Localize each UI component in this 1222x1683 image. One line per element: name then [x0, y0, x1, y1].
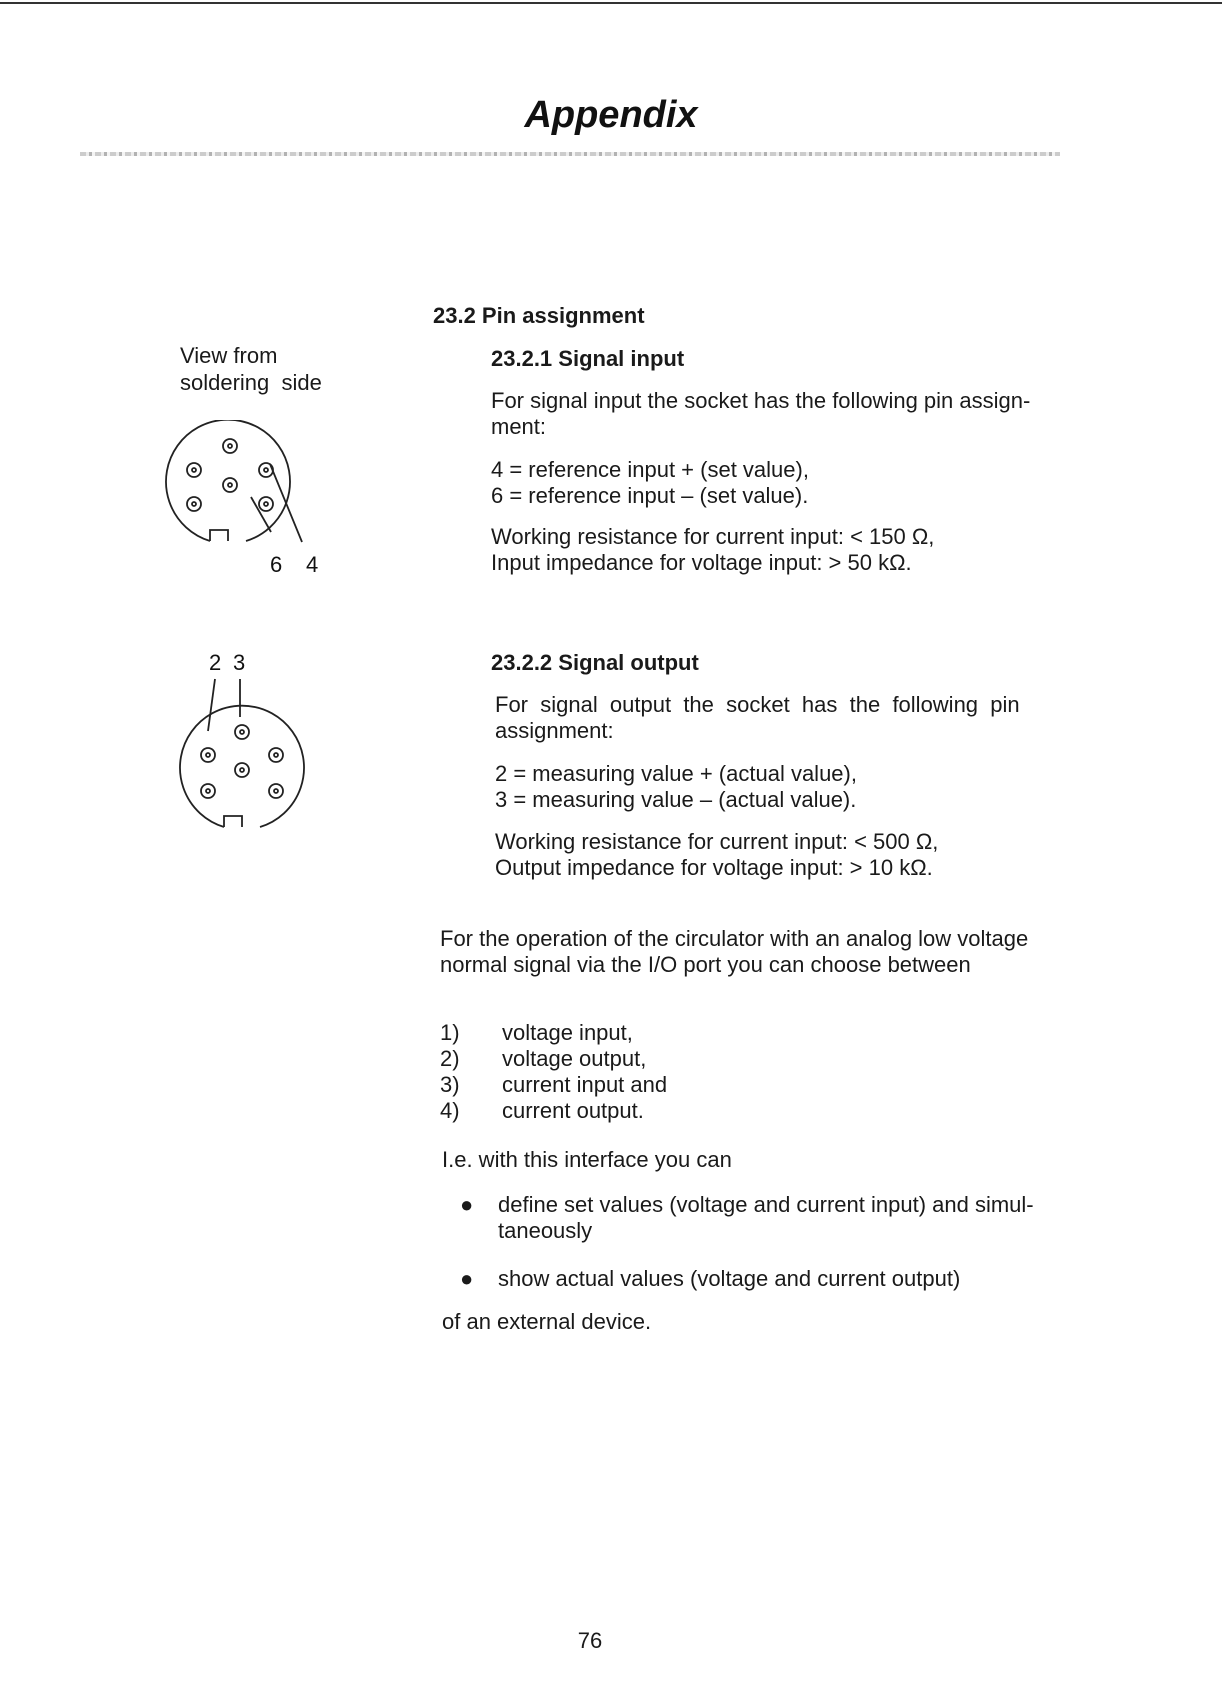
- top-rule: [0, 2, 1222, 4]
- pin-label-3: 3: [233, 650, 246, 675]
- signal-input-intro-line2: ment:: [491, 414, 547, 439]
- pin-3-assignment: 3 = measuring value – (actual value).: [495, 787, 857, 812]
- view-label-line2: soldering side: [180, 370, 322, 395]
- header-rule: [80, 152, 1060, 156]
- signal-output-intro-line1: For signal output the socket has the following pin: [495, 692, 1020, 717]
- bullet-item-1: ● define set values (voltage and current input) and simul- taneously: [460, 1192, 1034, 1243]
- list-item: 1) voltage input,: [440, 1020, 633, 1045]
- socket-pins: [187, 439, 273, 511]
- pin-label-6: 6: [270, 552, 283, 577]
- section-heading: 23.2 Pin assignment: [433, 303, 645, 328]
- pin-label-2: 2: [209, 650, 222, 675]
- signal-output-heading: 23.2.2 Signal output: [491, 650, 699, 675]
- view-label-line1: View from: [180, 343, 278, 368]
- pin-label-4: 4: [306, 552, 319, 577]
- output-socket-diagram: [160, 645, 340, 845]
- signal-input-heading: 23.2.1 Signal input: [491, 346, 685, 371]
- list-item: 4) current output.: [440, 1098, 644, 1123]
- interface-intro: I.e. with this interface you can: [442, 1147, 732, 1172]
- signal-input-intro-line1: For signal input the socket has the following pin assign-: [491, 388, 1031, 413]
- page-number: 76: [577, 1628, 603, 1653]
- options-list: [440, 1020, 840, 1124]
- operation-text-line1: For the operation of the circulator with an analog low voltage: [440, 926, 1029, 951]
- signal-output-intro-line2: assignment:: [495, 718, 614, 743]
- pin-4-assignment: 4 = reference input + (set value),: [491, 457, 809, 482]
- socket-pins: [201, 725, 283, 798]
- bullet-item-2: ● show actual values (voltage and current output): [460, 1266, 961, 1291]
- output-impedance: Output impedance for voltage input: > 10 kΩ.: [495, 855, 933, 880]
- bullet-icon: ●: [460, 1266, 474, 1291]
- pin-6-assignment: 6 = reference input – (set value).: [491, 483, 809, 508]
- input-working-resistance: Working resistance for current input: < 150 Ω,: [491, 524, 935, 549]
- list-item: 3) current input and: [440, 1072, 668, 1097]
- input-impedance: Input impedance for voltage input: > 50 kΩ.: [491, 550, 912, 575]
- list-item: 2) voltage output,: [440, 1046, 647, 1071]
- page-title: Appendix: [524, 94, 698, 136]
- pin-2-assignment: 2 = measuring value + (actual value),: [495, 761, 857, 786]
- pin-2-lead: [208, 679, 215, 731]
- output-working-resistance: Working resistance for current input: < 500 Ω,: [495, 829, 939, 854]
- pin-4-lead: [270, 464, 302, 542]
- closing-text: of an external device.: [442, 1309, 652, 1334]
- bullet-icon: ●: [460, 1192, 474, 1217]
- operation-text-line2: normal signal via the I/O port you can choose between: [440, 952, 971, 977]
- input-socket-diagram: [150, 420, 350, 580]
